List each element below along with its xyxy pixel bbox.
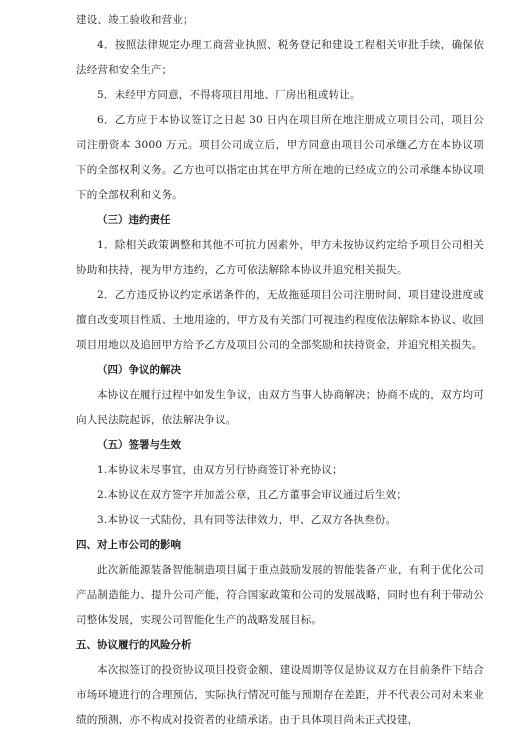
section-heading-breach: （三）违约责任 bbox=[97, 214, 171, 226]
part-heading-risk: 五、协议履行的风险分析 bbox=[76, 639, 192, 651]
paragraph: 1．除相关政策调整和其他不可抗力因素外，甲方未按协议约定给予项目公司相关协助和扶持，视为甲方违约，乙方可依法解除本协议并追究相关损失。 bbox=[76, 239, 484, 276]
paragraph: 本协议在履行过程中如发生争议，由双方当事人协商解决；协商不成的，双方均可向人民法院起诉，依法解决争议。 bbox=[76, 389, 484, 426]
list-item: 1.本协议未尽事宜，由双方另行协商签订补充协议； bbox=[97, 464, 343, 476]
paragraph: 建设、竣工验收和营业； bbox=[76, 14, 194, 26]
paragraph: 本次拟签订的投资协议项目投资金额、建设周期等仅是协议双方在目前条件下结合市场环境进行的合理预估，实际执行情况可能与预期存在差距，并不代表公司对未来业绩的预测，亦不构成对投资者的业绩承诺。由于具体项目尚未正式投建， bbox=[76, 664, 484, 726]
section-heading-signing: （五）签署与生效 bbox=[97, 439, 181, 451]
paragraph: 6．乙方应于本协议签订之日起 30 日内在项目所在地注册成立项目公司，项目公司注册资本 3000 万元。项目公司成立后，甲方同意由项目公司承继乙方在本协议项下的全部权利义务。乙方也可以指定由其在甲方所在地的已经成立的公司承继本协议项下的全部权利和义务。 bbox=[76, 114, 484, 201]
paragraph: 此次新能源装备智能制造项目属于重点鼓励发展的智能装备产业，有利于优化公司产品制造能力、提升公司产能，符合国家政策和公司的发展战略，同时也有利于带动公司整体发展，实现公司智能化生产的战略发展目标。 bbox=[76, 564, 484, 626]
list-item: 3.本协议一式陆份，具有同等法律效力，甲、乙双方各执叁份。 bbox=[97, 514, 397, 526]
section-heading-dispute: （四）争议的解决 bbox=[97, 364, 181, 376]
list-item: 2.本协议在双方签字并加盖公章，且乙方董事会审议通过后生效； bbox=[97, 489, 408, 501]
paragraph: 2．乙方违反协议约定承诺条件的，无故拖延项目公司注册时间、项目建设进度或擅自改变项目性质、土地用途的，甲方及有关部门可视违约程度依法解除本协议、收回项目用地以及追回甲方给予乙方及项目公司的全部奖励和扶持资金，并追究相关损失。 bbox=[76, 289, 484, 351]
paragraph: 5．未经甲方同意，不得将项目用地、厂房出租或转让。 bbox=[97, 89, 361, 101]
paragraph: 4．按照法律规定办理工商营业执照、税务登记和建设工程相关审批手续，确保依法经营和安全生产； bbox=[76, 39, 484, 76]
part-heading-impact: 四、对上市公司的影响 bbox=[76, 539, 181, 551]
